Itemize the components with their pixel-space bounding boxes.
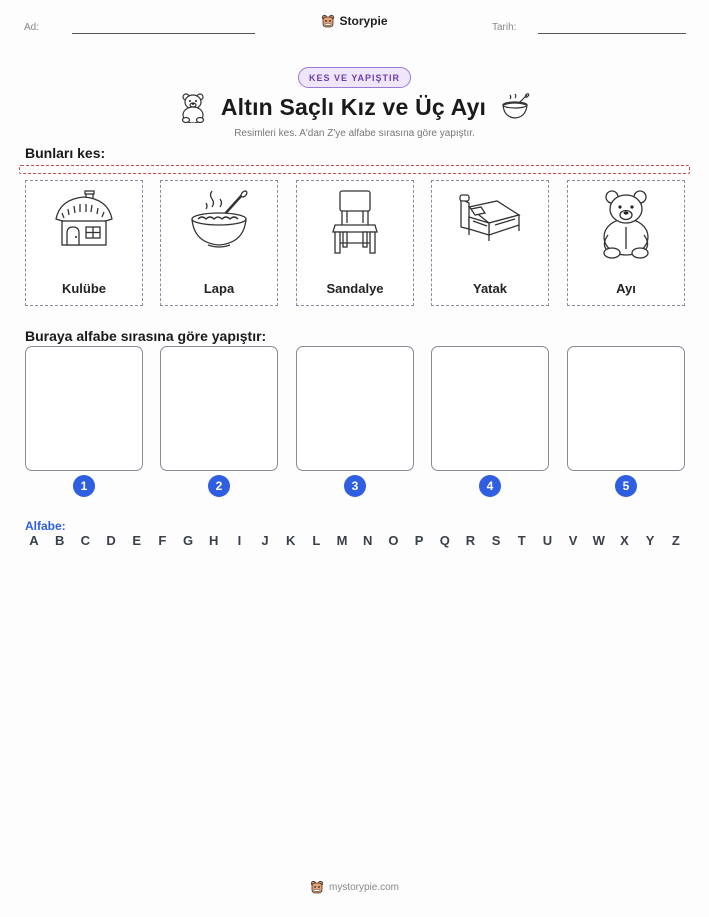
alphabet-letter: N (363, 533, 373, 548)
brand-name: Storypie (339, 14, 388, 28)
card-label: Sandalye (326, 281, 384, 296)
storypie-mascot-icon (310, 880, 324, 894)
instructions: Resimleri kes. A'dan Z'ye alfabe sırasına göre yapıştır. (234, 128, 475, 139)
alphabet-letter: I (237, 533, 242, 548)
alphabet-letter: F (158, 533, 167, 548)
alphabet-label: Alfabe: (25, 519, 66, 533)
paste-box-3[interactable] (296, 346, 414, 471)
alphabet-letter: A (29, 533, 39, 548)
chair-icon (325, 189, 385, 255)
alphabet-letter: X (620, 533, 629, 548)
cut-section-label: Bunları kes: (25, 145, 106, 161)
alphabet-letter: H (209, 533, 219, 548)
cut-card-lapa[interactable] (160, 180, 278, 306)
alphabet-letter: Y (645, 533, 655, 548)
alphabet-letter: D (106, 533, 116, 548)
cut-line (19, 165, 690, 174)
alphabet-letter: B (54, 533, 65, 548)
alphabet-letter: W (592, 533, 605, 548)
bear-icon (179, 91, 207, 123)
cut-card-sandalye[interactable] (296, 180, 414, 306)
alphabet-letter: J (261, 533, 269, 548)
paste-box-1[interactable] (25, 346, 143, 471)
hut-icon (52, 189, 116, 251)
alphabet-letter: O (388, 533, 399, 548)
card-label: Kulübe (61, 281, 107, 296)
page-title: Altın Saçlı Kız ve Üç Ayı (220, 93, 487, 120)
alphabet-letter: L (312, 533, 321, 548)
footer-url[interactable]: mystorypie.com (328, 881, 399, 893)
alphabet-row (26, 533, 684, 548)
cut-card-yatak[interactable] (431, 180, 549, 306)
slot-number-5: 5 (615, 475, 637, 497)
slot-number-3: 3 (344, 475, 366, 497)
slot-number-2: 2 (208, 475, 230, 497)
card-label: Yatak (473, 281, 507, 296)
brand-logo (0, 14, 709, 28)
alphabet-letter: Q (439, 533, 450, 548)
paste-section-label: Buraya alfabe sırasına göre yapıştır: (25, 328, 267, 344)
footer (0, 880, 709, 894)
alphabet-letter: U (542, 533, 553, 548)
card-label: Lapa (203, 281, 235, 296)
paste-box-4[interactable] (431, 346, 549, 471)
date-line[interactable] (538, 33, 686, 34)
activity-badge: KES VE YAPIŞTIR (298, 67, 411, 88)
name-line[interactable] (72, 33, 255, 34)
paste-box-5[interactable] (567, 346, 685, 471)
alphabet-letter: S (491, 533, 501, 548)
alphabet-letter: T (517, 533, 526, 548)
date-label: Tarih: (492, 22, 517, 33)
alphabet-letter: R (465, 533, 476, 548)
card-label: Ayı (616, 281, 636, 296)
alphabet-letter: C (80, 533, 91, 548)
porridge-bowl-icon (500, 93, 530, 121)
storypie-mascot-icon (321, 14, 335, 28)
alphabet-letter: Z (671, 533, 680, 548)
name-label: Ad: (24, 22, 40, 33)
alphabet-letter: E (132, 533, 142, 548)
alphabet-letter: M (336, 533, 348, 548)
porridge-bowl-icon (186, 189, 252, 251)
alphabet-letter: K (286, 533, 296, 548)
cut-card-kulube[interactable] (25, 180, 143, 306)
alphabet-letter: V (568, 533, 578, 548)
alphabet-letter: G (182, 533, 194, 548)
alphabet-letter: P (414, 533, 424, 548)
bed-icon (455, 189, 525, 249)
slot-number-1: 1 (73, 475, 95, 497)
title-row (0, 90, 709, 124)
slot-number-4: 4 (479, 475, 501, 497)
cut-card-ayi[interactable] (567, 180, 685, 306)
bear-icon (596, 189, 656, 259)
paste-box-2[interactable] (160, 346, 278, 471)
